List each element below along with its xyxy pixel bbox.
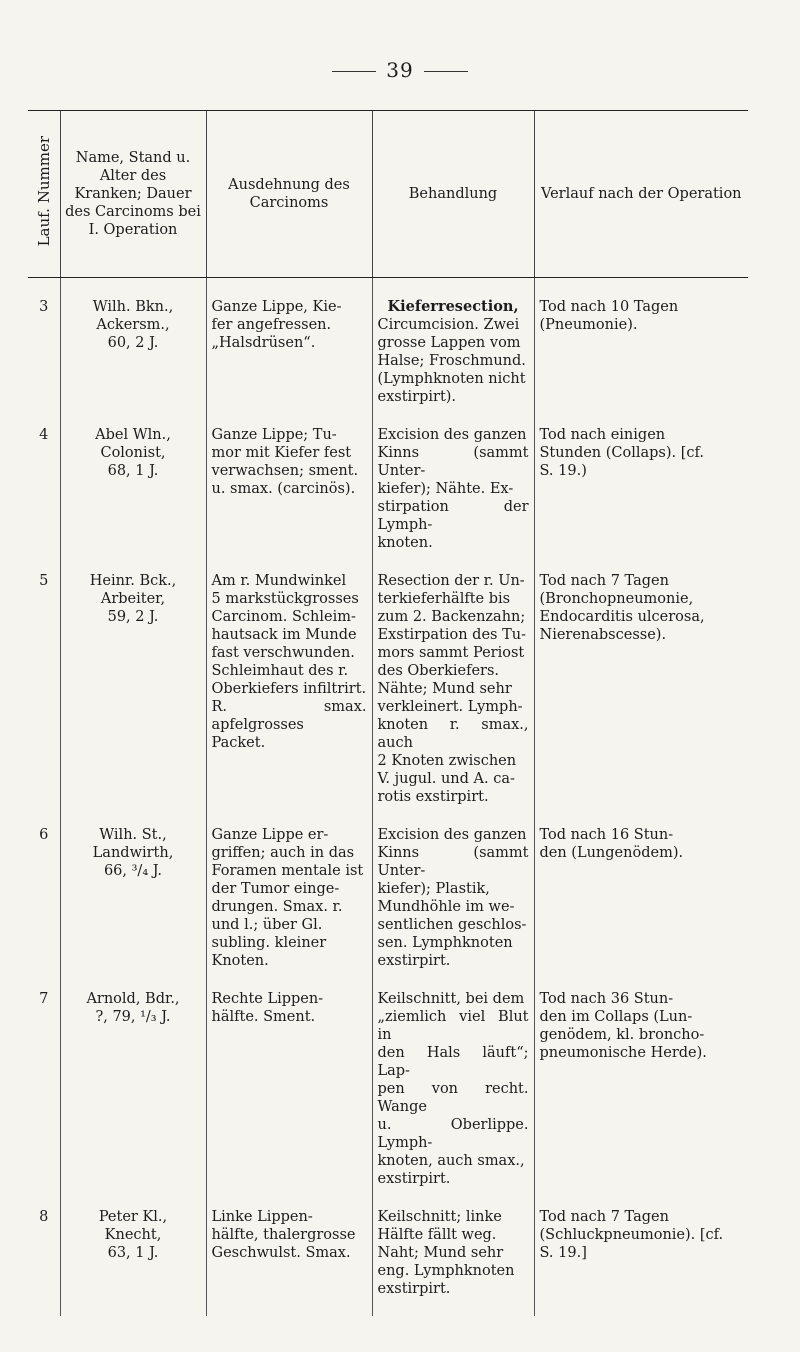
tumor-extent bbox=[206, 572, 372, 806]
spacer-cell bbox=[28, 406, 60, 426]
cell-line: 2 Knoten zwischen bbox=[377, 753, 517, 769]
cell-line: Tod nach 7 Tagen bbox=[539, 1209, 669, 1225]
cell-line: kiefer); Nähte. Ex- bbox=[377, 481, 514, 497]
spacer-cell bbox=[372, 806, 534, 826]
cell-line: Ganze Lippe, Kie- bbox=[211, 299, 342, 315]
cell-line: genödem, kl. broncho- bbox=[539, 1027, 705, 1043]
cell-line: der Tumor einge- bbox=[211, 881, 340, 897]
cell-line: drungen. Smax. r. bbox=[211, 899, 343, 915]
cell-line: verkleinert. Lymph- bbox=[377, 699, 523, 715]
cell-line: Ackersm., bbox=[96, 317, 170, 333]
tumor-extent bbox=[206, 990, 372, 1188]
cell-line: Keilschnitt; linke bbox=[377, 1209, 502, 1225]
row-spacer bbox=[28, 970, 748, 990]
header-name: Name, Stand u. Alter des Kranken; Dauer des Carcinoms bei I. Operation bbox=[60, 111, 206, 278]
case-number: 6 bbox=[39, 827, 49, 843]
cell-line: des Oberkiefers. bbox=[377, 663, 500, 679]
cell-line: den Hals läuft“; Lap- bbox=[377, 1045, 529, 1079]
cell-line: R. smax. apfelgrosses bbox=[211, 699, 367, 733]
spacer-cell bbox=[28, 806, 60, 826]
table-end-spacer bbox=[28, 1298, 748, 1316]
cell-line: pen von recht. Wange bbox=[377, 1081, 529, 1115]
page-number-text: 39 bbox=[386, 58, 414, 82]
outcome bbox=[534, 1208, 748, 1298]
cell-line: Landwirth, bbox=[92, 845, 174, 861]
cell-line: Nierenabscesse). bbox=[539, 627, 667, 643]
cell-line: Tod nach 16 Stun- bbox=[539, 827, 674, 843]
cell-line: 5 markstückgrosses bbox=[211, 591, 359, 607]
cell-line: Halse; Froschmund. bbox=[377, 353, 526, 369]
cell-line: Mundhöhle im we- bbox=[377, 899, 515, 915]
cell-line: Heinr. Bck., bbox=[89, 573, 177, 589]
case-table bbox=[28, 110, 748, 1316]
cell-line: S. 19.] bbox=[539, 1245, 587, 1261]
outcome bbox=[534, 572, 748, 806]
spacer-cell bbox=[372, 970, 534, 990]
cell-line: Arnold, Bdr., bbox=[86, 991, 180, 1007]
cell-line: 63, 1 J. bbox=[107, 1245, 159, 1261]
treatment bbox=[372, 298, 534, 406]
cell-line: Excision des ganzen bbox=[377, 827, 527, 843]
cell-line: Knecht, bbox=[104, 1227, 162, 1243]
cell-line: Keilschnitt, bei dem bbox=[377, 991, 525, 1007]
table-row bbox=[28, 426, 748, 552]
cell-line: 66, ³/₄ J. bbox=[103, 863, 163, 879]
treatment bbox=[372, 1208, 534, 1298]
cell-line: (Lymphknoten nicht bbox=[377, 371, 526, 387]
cell-line: Peter Kl., bbox=[98, 1209, 168, 1225]
table-row bbox=[28, 826, 748, 970]
cell-line: „ziemlich viel Blut in bbox=[377, 1009, 529, 1043]
spacer-cell bbox=[206, 278, 372, 299]
cell-line: sentlichen geschlos- bbox=[377, 917, 527, 933]
header-row bbox=[28, 111, 748, 278]
cell-line: „Halsdrüsen“. bbox=[211, 335, 316, 351]
spacer-cell bbox=[60, 970, 206, 990]
cell-line: Ganze Lippe; Tu- bbox=[211, 427, 337, 443]
cell-line: exstirpirt. bbox=[377, 1171, 451, 1187]
cell-line: zum 2. Backenzahn; bbox=[377, 609, 526, 625]
cell-line: 59, 2 J. bbox=[107, 609, 159, 625]
spacer-cell bbox=[28, 970, 60, 990]
cell-line: Knoten. bbox=[211, 953, 269, 969]
cell-line: Geschwulst. Smax. bbox=[211, 1245, 351, 1261]
cell-line: Carcinom. Schleim- bbox=[211, 609, 356, 625]
cell-line: ?, 79, ¹/₃ J. bbox=[95, 1009, 171, 1025]
cell-line: hälfte. Sment. bbox=[211, 1009, 316, 1025]
cell-line: Stunden (Collaps). [cf. bbox=[539, 445, 704, 461]
case-number: 7 bbox=[39, 991, 49, 1007]
spacer-cell bbox=[28, 1188, 60, 1208]
tumor-extent bbox=[206, 298, 372, 406]
cell-line: Tod nach 36 Stun- bbox=[539, 991, 674, 1007]
patient-info bbox=[60, 426, 206, 552]
cell-line: Wilh. St., bbox=[99, 827, 167, 843]
cell-line: fer angefressen. bbox=[211, 317, 332, 333]
patient-info bbox=[60, 1208, 206, 1298]
spacer-cell bbox=[206, 806, 372, 826]
tumor-extent bbox=[206, 826, 372, 970]
cell-line: exstirpirt). bbox=[377, 389, 457, 405]
cell-line: Wilh. Bkn., bbox=[92, 299, 174, 315]
spacer-cell bbox=[28, 552, 60, 572]
patient-info bbox=[60, 826, 206, 970]
outcome bbox=[534, 990, 748, 1188]
table-body bbox=[28, 278, 748, 1317]
outcome bbox=[534, 826, 748, 970]
patient-info bbox=[60, 298, 206, 406]
spacer-cell bbox=[60, 806, 206, 826]
cell-line: Schleimhaut des r. bbox=[211, 663, 349, 679]
cell-line: hautsack im Munde bbox=[211, 627, 357, 643]
spacer-cell bbox=[206, 552, 372, 572]
case-number: 3 bbox=[39, 299, 49, 315]
spacer-cell bbox=[372, 552, 534, 572]
treatment bbox=[372, 990, 534, 1188]
spacer-cell bbox=[372, 278, 534, 299]
cell-line: Foramen mentale ist bbox=[211, 863, 364, 879]
header-lauf-nummer: Lauf. Nummer bbox=[28, 111, 60, 278]
cell-line: pneumonische Herde). bbox=[539, 1045, 707, 1061]
cell-line: Linke Lippen- bbox=[211, 1209, 313, 1225]
spacer-cell bbox=[534, 406, 748, 426]
spacer-cell bbox=[534, 806, 748, 826]
spacer-cell bbox=[534, 1298, 748, 1316]
cell-line: grosse Lappen vom bbox=[377, 335, 521, 351]
treatment bbox=[372, 826, 534, 970]
cell-line: subling. kleiner bbox=[211, 935, 327, 951]
cell-line: S. 19.) bbox=[539, 463, 587, 479]
table-row bbox=[28, 298, 748, 406]
cell-line: terkieferhälfte bis bbox=[377, 591, 511, 607]
spacer-cell bbox=[206, 970, 372, 990]
spacer-cell bbox=[372, 1298, 534, 1316]
row-spacer bbox=[28, 806, 748, 826]
treatment bbox=[372, 426, 534, 552]
page-number bbox=[0, 58, 800, 82]
spacer-cell bbox=[534, 552, 748, 572]
cell-line: exstirpirt. bbox=[377, 1281, 451, 1297]
treatment bbox=[372, 572, 534, 806]
cell-line: Circumcision. Zwei bbox=[377, 317, 520, 333]
cell-line: (Schluckpneumonie). [cf. bbox=[539, 1227, 724, 1243]
cell-line: knoten r. smax., auch bbox=[377, 717, 529, 751]
cell-line: knoten, auch smax., bbox=[377, 1153, 525, 1169]
cell-line: den im Collaps (Lun- bbox=[539, 1009, 693, 1025]
outcome bbox=[534, 426, 748, 552]
tumor-extent bbox=[206, 426, 372, 552]
cell-line: u. smax. (carcinös). bbox=[211, 481, 356, 497]
spacer-cell bbox=[534, 970, 748, 990]
cell-line: Arbeiter, bbox=[100, 591, 166, 607]
case-number: 8 bbox=[39, 1209, 49, 1225]
spacer-cell bbox=[60, 1188, 206, 1208]
spacer-cell bbox=[372, 1188, 534, 1208]
procedure-title: Kieferresection, bbox=[387, 298, 519, 315]
cell-line: fast verschwunden. bbox=[211, 645, 355, 661]
dash-left bbox=[332, 71, 376, 72]
cell-line: (Bronchopneumonie, bbox=[539, 591, 694, 607]
dash-right bbox=[424, 71, 468, 72]
spacer-cell bbox=[534, 278, 748, 299]
cell-line: Hälfte fällt weg. bbox=[377, 1227, 497, 1243]
header-verlauf: Verlauf nach der Operation bbox=[534, 111, 748, 278]
spacer-cell bbox=[206, 1188, 372, 1208]
cell-line: Packet. bbox=[211, 735, 266, 751]
cell-line: Abel Wln., bbox=[95, 427, 171, 443]
spacer-cell bbox=[60, 1298, 206, 1316]
cell-line: griffen; auch in das bbox=[211, 845, 355, 861]
cell-line: mor mit Kiefer fest bbox=[211, 445, 352, 461]
cell-line: und l.; über Gl. bbox=[211, 917, 323, 933]
cell-line: Colonist, bbox=[100, 445, 166, 461]
table-row bbox=[28, 990, 748, 1188]
row-spacer bbox=[28, 552, 748, 572]
spacer-cell bbox=[372, 406, 534, 426]
cell-line: Oberkiefers infiltrirt. bbox=[211, 681, 367, 697]
case-number: 5 bbox=[39, 573, 49, 589]
cell-line: Kinns (sammt Unter- bbox=[377, 845, 529, 879]
spacer-cell bbox=[534, 1188, 748, 1208]
spacer-cell bbox=[60, 278, 206, 299]
cell-line: rotis exstirpirt. bbox=[377, 789, 489, 805]
cell-line: V. jugul. und A. ca- bbox=[377, 771, 515, 787]
spacer-cell bbox=[60, 406, 206, 426]
cell-line: 60, 2 J. bbox=[107, 335, 159, 351]
case-number: 4 bbox=[39, 427, 49, 443]
row-spacer bbox=[28, 278, 748, 299]
cell-line: hälfte, thalergrosse bbox=[211, 1227, 356, 1243]
cell-line: Ganze Lippe er- bbox=[211, 827, 329, 843]
cell-line: Kinns (sammt Unter- bbox=[377, 445, 529, 479]
cell-line: exstirpirt. bbox=[377, 953, 451, 969]
row-spacer bbox=[28, 1188, 748, 1208]
spacer-cell bbox=[206, 406, 372, 426]
patient-info bbox=[60, 572, 206, 806]
spacer-cell bbox=[28, 1298, 60, 1316]
cell-line: verwachsen; sment. bbox=[211, 463, 359, 479]
cell-line: Rechte Lippen- bbox=[211, 991, 324, 1007]
cell-line: Resection der r. Un- bbox=[377, 573, 525, 589]
cell-line: (Pneumonie). bbox=[539, 317, 638, 333]
row-spacer bbox=[28, 406, 748, 426]
cell-line: Tod nach einigen bbox=[539, 427, 666, 443]
patient-info bbox=[60, 990, 206, 1188]
cell-line: Endocarditis ulcerosa, bbox=[539, 609, 705, 625]
cell-line: Naht; Mund sehr bbox=[377, 1245, 504, 1261]
cell-line: Nähte; Mund sehr bbox=[377, 681, 512, 697]
cell-line: den (Lungenödem). bbox=[539, 845, 684, 861]
cell-line: 68, 1 J. bbox=[107, 463, 159, 479]
table-row bbox=[28, 1208, 748, 1298]
cell-line: stirpation der Lymph- bbox=[377, 499, 529, 533]
header-behandlung: Behandlung bbox=[372, 111, 534, 278]
cell-line: sen. Lymphknoten bbox=[377, 935, 513, 951]
spacer-cell bbox=[206, 1298, 372, 1316]
outcome bbox=[534, 298, 748, 406]
table-row bbox=[28, 572, 748, 806]
cell-line: knoten. bbox=[377, 535, 433, 551]
cell-line: Tod nach 7 Tagen bbox=[539, 573, 669, 589]
spacer-cell bbox=[60, 552, 206, 572]
cell-line: u. Oberlippe. Lymph- bbox=[377, 1117, 529, 1151]
spacer-cell bbox=[28, 278, 60, 299]
header-ausdehnung: Ausdehnung des Carcinoms bbox=[206, 111, 372, 278]
cell-line: Am r. Mundwinkel bbox=[211, 573, 347, 589]
cell-line: eng. Lymphknoten bbox=[377, 1263, 515, 1279]
cell-line: kiefer); Plastik, bbox=[377, 881, 490, 897]
cell-line: Exstirpation des Tu- bbox=[377, 627, 526, 643]
tumor-extent bbox=[206, 1208, 372, 1298]
cell-line: mors sammt Periost bbox=[377, 645, 525, 661]
cell-line: Tod nach 10 Tagen bbox=[539, 299, 679, 315]
cell-line: Excision des ganzen bbox=[377, 427, 527, 443]
